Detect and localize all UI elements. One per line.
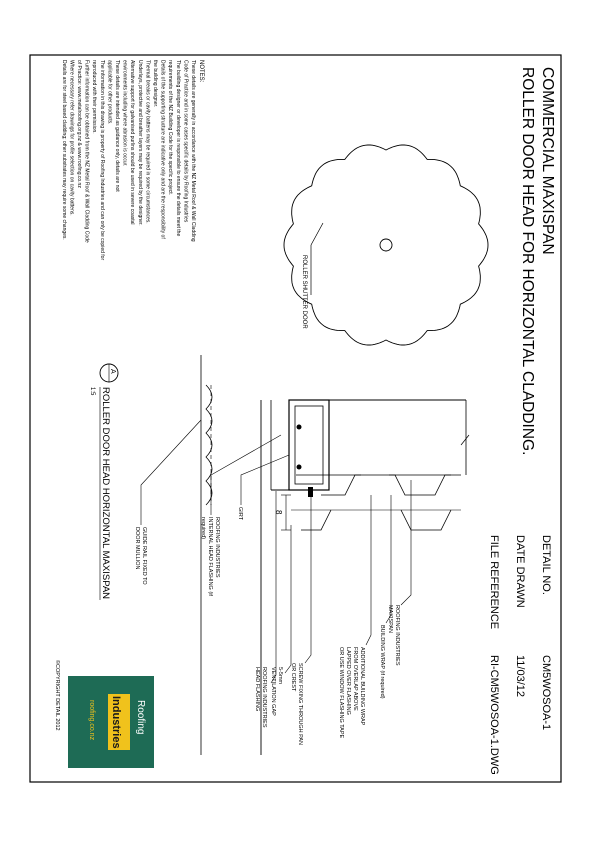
leader-wrap bbox=[386, 495, 391, 623]
detail-caption: ROLLER DOOR HEAD HORIZONTAL MAXISPAN bbox=[100, 387, 111, 600]
date-value: 11/03/12 bbox=[514, 655, 526, 698]
notes-heading: NOTES: bbox=[198, 60, 204, 83]
detail-reference bbox=[89, 364, 118, 600]
notes-line: of Practice: www.metalroofing.org.nz & www.roofing.co.nz bbox=[76, 60, 82, 188]
lower-profile bbox=[401, 510, 451, 530]
girt-inner bbox=[295, 406, 323, 484]
roller-shutter-label: ROLLER SHUTTER DOOR bbox=[301, 255, 307, 329]
label-internal-2: INTERNAL HEAD FLASHING (if bbox=[207, 517, 213, 596]
leader-screw bbox=[305, 487, 311, 663]
notes-line: The building designer or developer is responsible to ensure the details meet the bbox=[174, 60, 181, 237]
label-guide-2: DOOR MULLION bbox=[134, 527, 140, 570]
notes-line: requirements of the NZ Building Code for the specific project. bbox=[167, 60, 174, 196]
notes-line: Further information can be obtained from the NZ Metal Roof & Wall Cladding Code bbox=[83, 60, 90, 243]
leaders bbox=[141, 420, 411, 683]
info-block bbox=[488, 535, 552, 775]
label-screw-2: OR CREST bbox=[290, 663, 296, 692]
notes-line: Thermal breaks or cavity battens may be required in some circumstances. bbox=[144, 60, 151, 224]
roller-drum-axle bbox=[380, 239, 392, 251]
notes-line: environments including where abrasion is occur. bbox=[121, 60, 128, 167]
title-line2: ROLLER DOOR HEAD FOR HORIZONTAL CLADDING. bbox=[519, 67, 536, 456]
notes-line: Details of the supporting structure are indicative only and are the responsibility of bbox=[159, 60, 166, 239]
logo-word-roofing: Roofing bbox=[135, 700, 146, 735]
notes-line: The information in this drawing is property of Roofing Industries and can only be copied for bbox=[98, 60, 105, 261]
label-additional-3: LAPPED OVER FLASHING bbox=[345, 647, 351, 715]
label-guide-1: GUIDE RAIL FIXED TO bbox=[141, 527, 147, 585]
notes-line: Details are for steel based cladding; other substrates may require some changes. bbox=[60, 60, 67, 240]
label-additional-1: ADDITIONAL BUILDING WRAP bbox=[359, 647, 365, 726]
dimension-text: 8 bbox=[274, 510, 283, 515]
label-headflash-1: ROOFING INDUSTRIES bbox=[261, 667, 267, 728]
logo-word-industries: Industries bbox=[110, 696, 122, 749]
leader-guide bbox=[141, 420, 201, 525]
roller-shutter-leader bbox=[311, 223, 323, 245]
notes-line: the building designer. bbox=[152, 60, 158, 108]
leader-maxispan bbox=[401, 480, 411, 605]
notes-line: These details are generally in accordance with the NZ Metal Roof & Wall Cladding bbox=[190, 60, 196, 242]
notes-line: These details are intended as guidance only, details are not bbox=[114, 60, 120, 192]
label-additional-2: FROM OVERLAP ABOVE bbox=[352, 647, 358, 711]
cladding-below bbox=[291, 510, 461, 530]
label-internal-1: ROOFING INDUSTRIES bbox=[214, 517, 220, 578]
notes-line: Underlays, protective and breather layers may be required by the designer. bbox=[136, 60, 143, 226]
leader-vent bbox=[285, 525, 291, 673]
date-label: DATE DRAWN bbox=[514, 535, 526, 608]
notes-line: Where necessary refer drawings for profile selection on cavity battens. bbox=[68, 60, 75, 216]
screw-2 bbox=[297, 465, 302, 470]
maxispan-profile-1 bbox=[389, 475, 451, 495]
notes-line: Code of Practice and in some cases specific details by Roofing Industries bbox=[182, 60, 189, 223]
dimension-8 bbox=[274, 495, 291, 530]
leader-additional bbox=[366, 495, 371, 645]
copyright: ©COPYRIGHT DETAIL 2012 bbox=[54, 660, 60, 731]
label-headflash-2: HEAD FLASHING bbox=[254, 667, 260, 712]
roller-drum-outline bbox=[284, 145, 488, 345]
screw-1 bbox=[297, 425, 302, 430]
leader-headflash bbox=[271, 491, 276, 683]
label-maxispan-2: MAXISPAN bbox=[387, 605, 393, 634]
cladding-head bbox=[296, 400, 469, 495]
label-maxispan-1: ROOFING INDUSTRIES bbox=[394, 605, 400, 666]
label-girt: GIRT bbox=[237, 507, 243, 521]
logo-url: roofing.co.nz bbox=[88, 700, 95, 741]
leader-internal bbox=[211, 435, 281, 515]
title-line1: COMMERCIAL MAXISPAN bbox=[539, 67, 556, 255]
detail-ref-scale: 1:5 bbox=[89, 387, 95, 396]
notes-block bbox=[61, 60, 204, 260]
leader-girt bbox=[241, 455, 289, 505]
lower-profile-2 bbox=[301, 510, 331, 530]
detail-no-label: DETAIL NO. bbox=[540, 535, 552, 595]
label-vent-2: VENTILATION GAP bbox=[270, 667, 276, 716]
detail-no-value: CM5WOSOA-1 bbox=[540, 655, 552, 731]
maxispan-profile-2 bbox=[321, 475, 361, 495]
detail-ref-letter: A bbox=[109, 369, 116, 374]
fixing-bolt bbox=[308, 487, 313, 497]
file-value: RI-CM5WOSOA-1.DWG bbox=[488, 655, 500, 775]
cladding-break bbox=[461, 435, 469, 445]
notes-line: applicable for other products. bbox=[106, 60, 113, 125]
company-logo bbox=[68, 676, 154, 768]
label-screw-1: SCREW FIXING THROUGH PAN bbox=[297, 663, 303, 745]
label-vent-1: 5-5mm bbox=[277, 667, 283, 685]
label-building-wrap: BUILDING WRAP (if required) bbox=[379, 625, 385, 699]
label-internal-3: required) bbox=[200, 517, 206, 540]
roller-drum bbox=[284, 145, 488, 345]
callouts bbox=[134, 507, 400, 745]
notes-lines bbox=[61, 60, 196, 260]
label-additional-4: OR USE WINDOW FLASHING TAPE bbox=[338, 647, 344, 739]
notes-line: reproduced with their permission. bbox=[91, 60, 98, 134]
file-label: FILE REFERENCE bbox=[488, 535, 500, 630]
notes-line: Alternative support for galvanised purlins should be used in severe coastal bbox=[129, 60, 136, 225]
